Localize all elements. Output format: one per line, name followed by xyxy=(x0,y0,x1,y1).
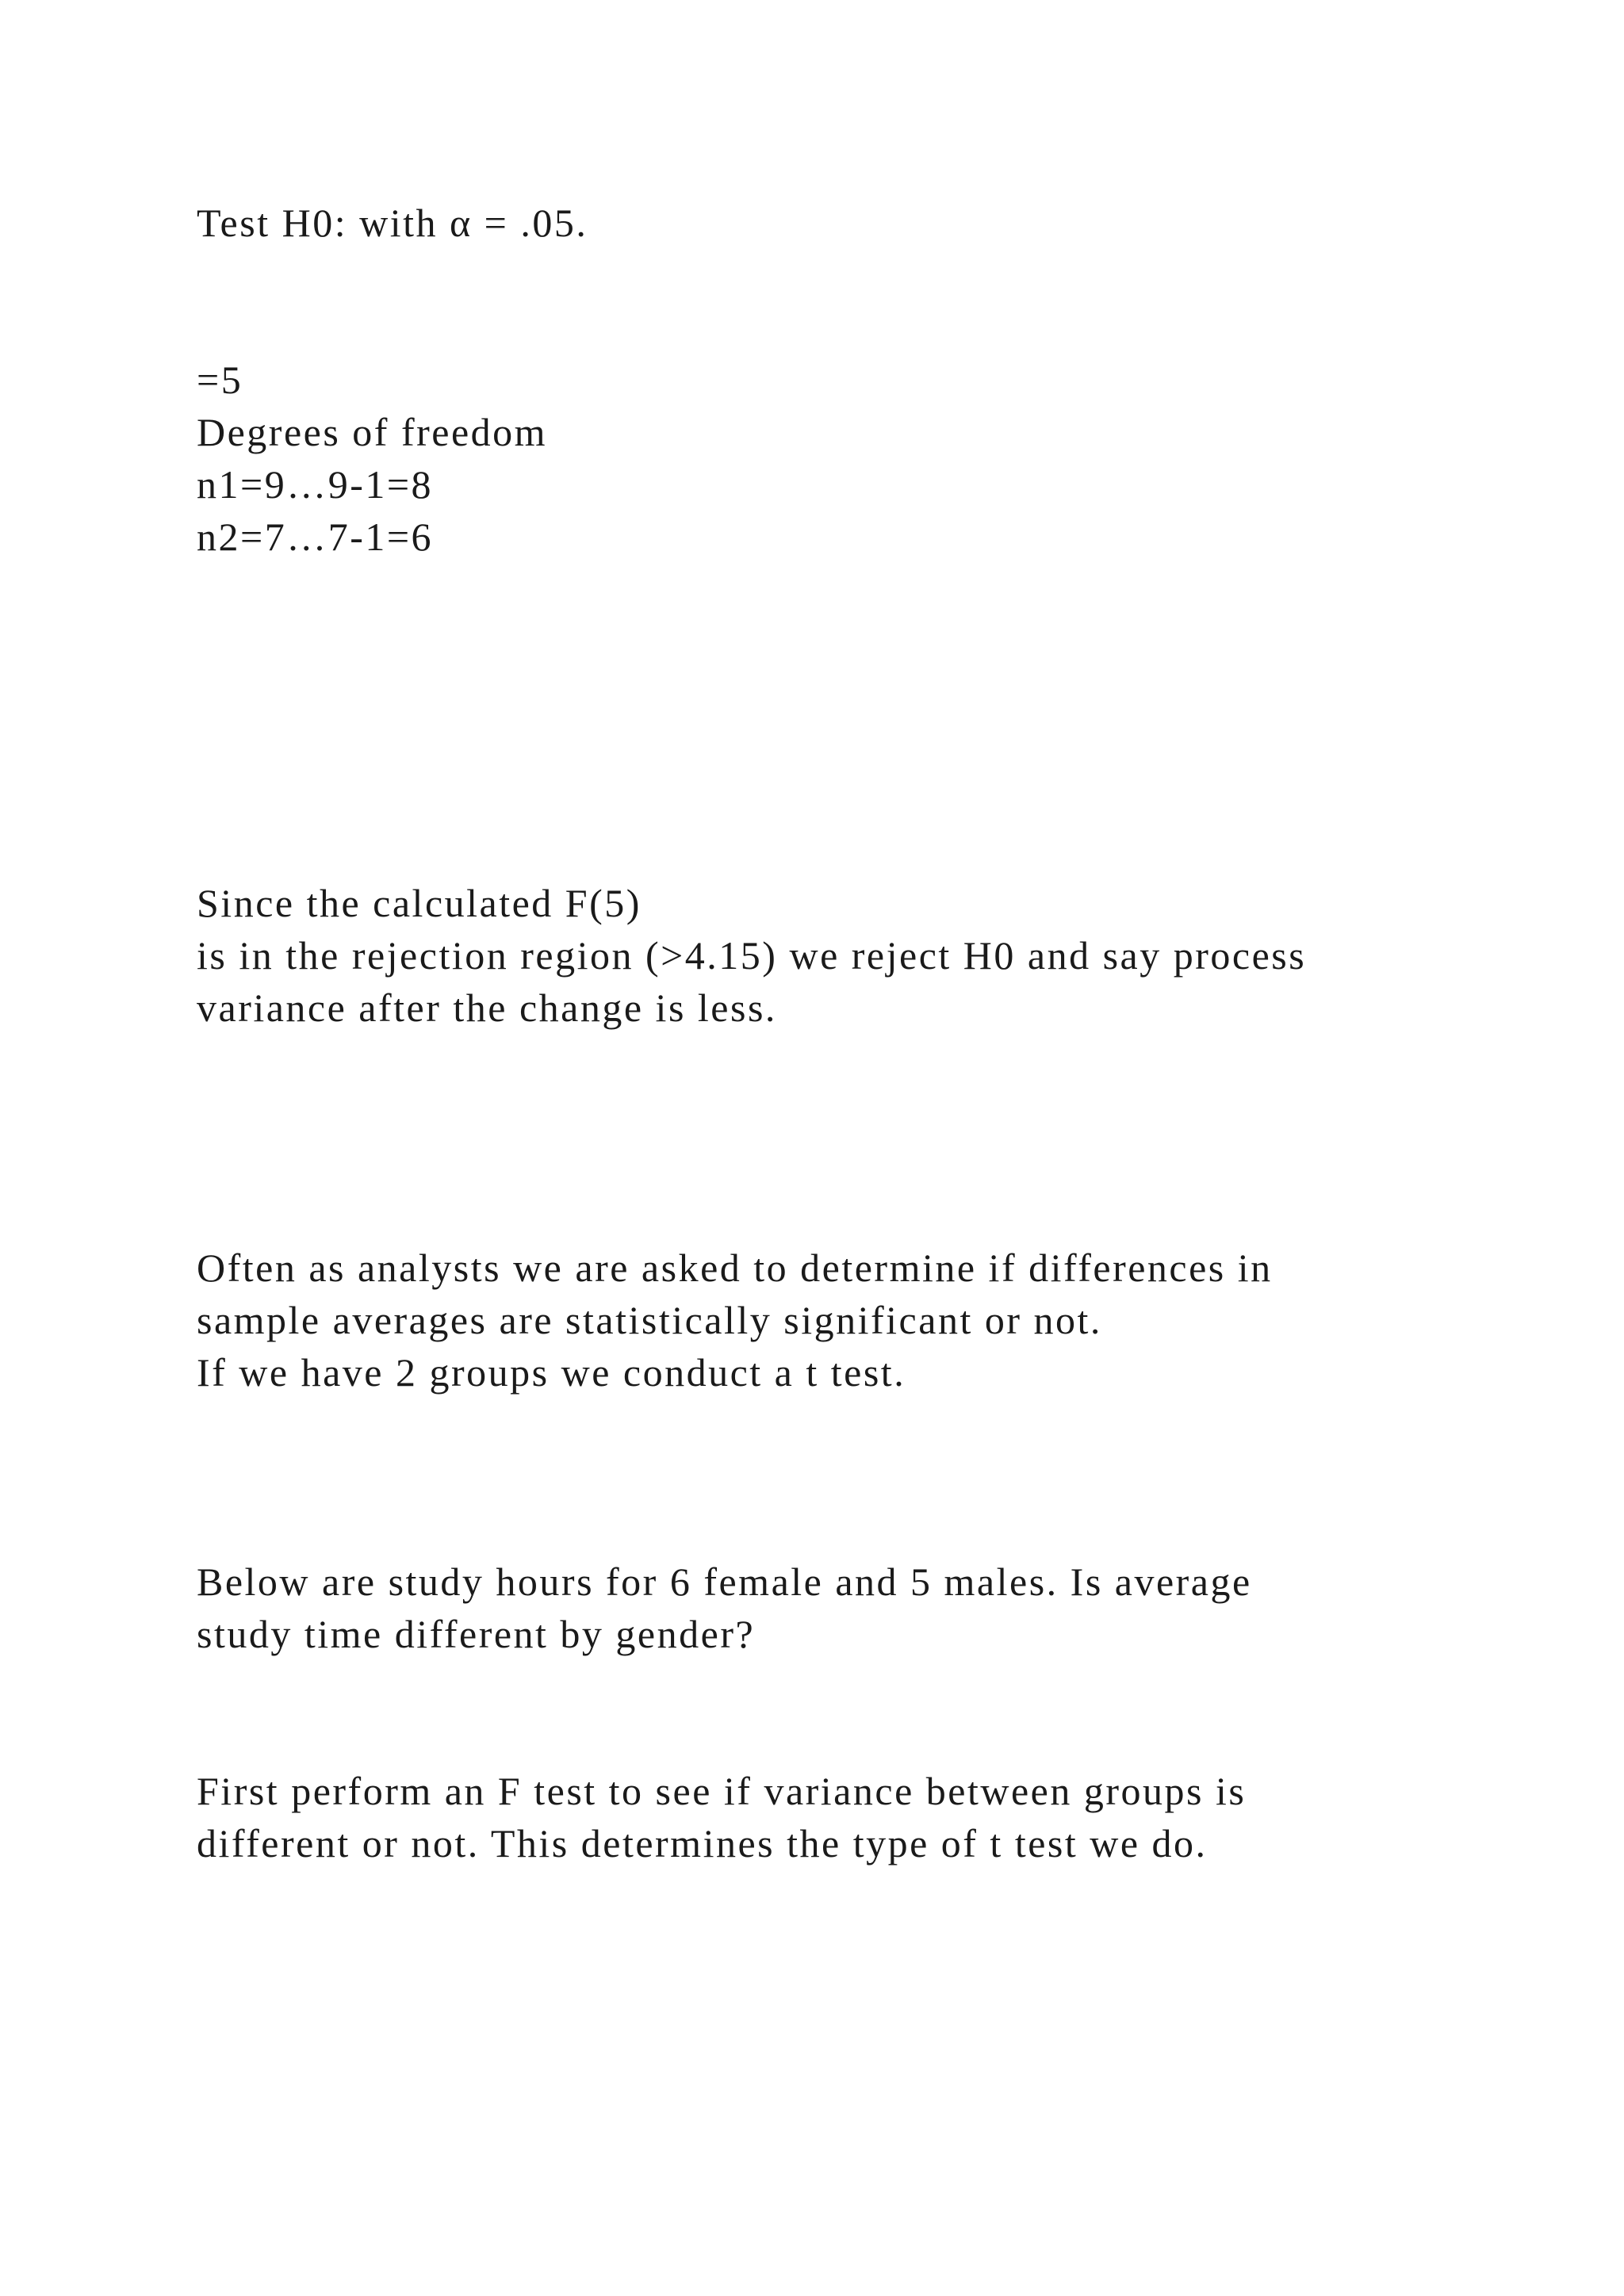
hypothesis-test-line: Test H0: with α = .05. xyxy=(197,201,588,245)
n2-degrees-line: n2=7…7-1=6 xyxy=(197,515,434,559)
degrees-of-freedom-heading: Degrees of freedom xyxy=(197,410,548,454)
f-test-instruction-line-1: First perform an F test to see if variance between groups is xyxy=(197,1769,1247,1813)
n1-degrees-line: n1=9…9-1=8 xyxy=(197,462,434,507)
f-test-instruction-line-2: different or not. This determines the type of t test we do. xyxy=(197,1821,1208,1866)
t-test-intro-line-1: Often as analysts we are asked to determine if differences in xyxy=(197,1246,1273,1290)
f-value-line: =5 xyxy=(197,358,243,402)
t-test-intro-line-3: If we have 2 groups we conduct a t test. xyxy=(197,1350,906,1395)
conclusion-line-1: Since the calculated F(5) xyxy=(197,881,642,925)
conclusion-line-2: is in the rejection region (>4.15) we reject H0 and say process xyxy=(197,933,1307,978)
t-test-intro-line-2: sample averages are statistically significant or not. xyxy=(197,1298,1102,1342)
study-hours-question-line-2: study time different by gender? xyxy=(197,1612,756,1656)
conclusion-line-3: variance after the change is less. xyxy=(197,985,777,1030)
study-hours-question-line-1: Below are study hours for 6 female and 5 males. Is average xyxy=(197,1559,1252,1604)
